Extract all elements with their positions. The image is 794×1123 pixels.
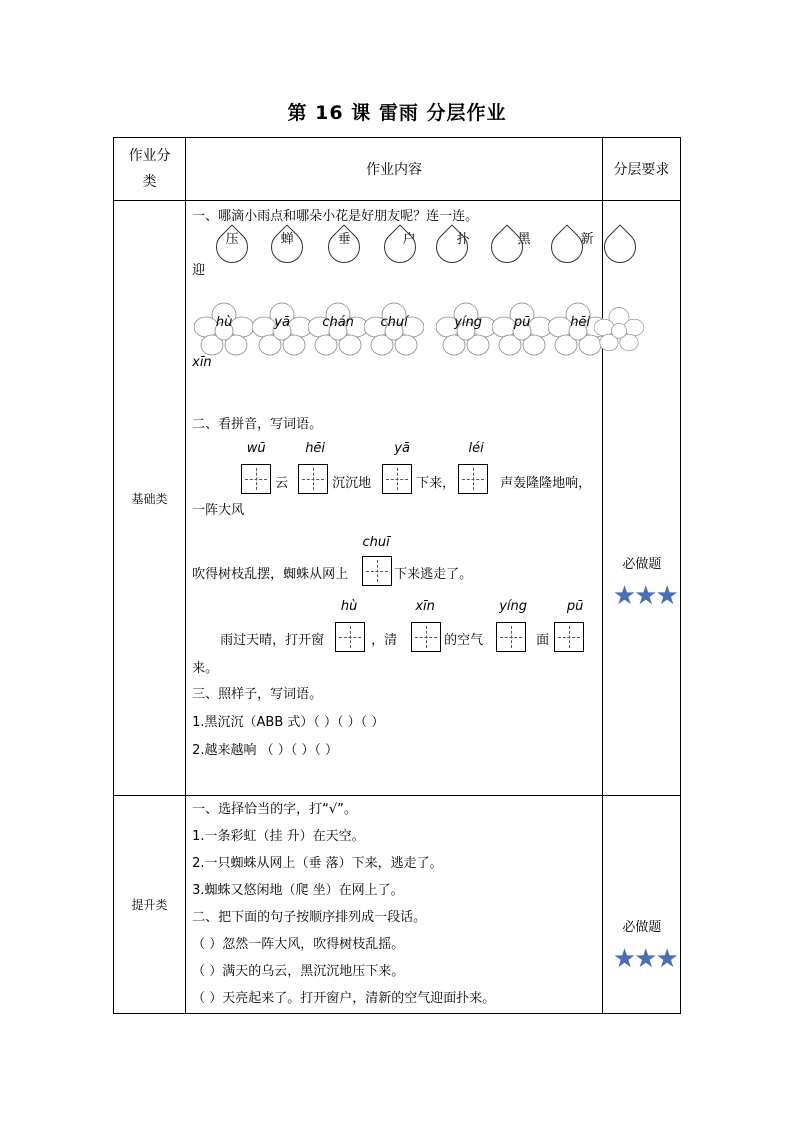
flower-pinyin: pū [513, 315, 531, 330]
star-rating-icon: ★★★ [612, 944, 677, 974]
homework-table [113, 137, 681, 1014]
pinyin-label: hù [340, 599, 358, 614]
pinyin-label: hēi [305, 441, 326, 456]
writing-grid[interactable] [362, 556, 392, 586]
adv-line: （ ）满天的乌云，黑沉沉地压下来。 [192, 964, 405, 979]
q2-text: ，清 [371, 633, 398, 648]
q2-text: 雨过天晴，打开窗 [220, 633, 325, 648]
adv-line: （ ）忽然一阵大风，吹得树枝乱摇。 [192, 937, 405, 952]
advanced-content [186, 796, 603, 1014]
basic-content [186, 201, 603, 796]
writing-grid[interactable] [382, 464, 412, 494]
q2-text: 下来逃走了。 [394, 567, 473, 582]
adv-line: 一、选择恰当的字，打“√”。 [192, 802, 357, 817]
flower-icon [436, 301, 496, 359]
flower-pinyin: hēi [570, 315, 591, 330]
flower-icon [194, 301, 254, 359]
adv-line: （ ）天亮起来了。打开窗户，清新的空气迎面扑来。 [192, 991, 496, 1006]
pinyin-label: yā [394, 441, 410, 456]
q2-text: 的空气 [444, 633, 484, 648]
header-category: 作业分类 [114, 138, 186, 201]
flower-pinyin: yíng [454, 315, 483, 330]
star-rating-icon: ★★★ [612, 581, 677, 611]
flower-pinyin: chán [322, 315, 354, 330]
adv-line: 3.蜘蛛又悠闲地（爬 坐）在网上了。 [192, 883, 404, 898]
raindrop-char: 户 [402, 232, 416, 247]
raindrop-char: 垂 [337, 232, 351, 247]
flower-pinyin: hù [215, 315, 233, 330]
writing-grid[interactable] [496, 622, 526, 652]
pinyin-label: yíng [499, 599, 528, 614]
q2-text: 一阵大风 [192, 503, 245, 518]
requirement-label: 必做题 [622, 920, 662, 935]
q3-prompt: 三、照样子，写词语。 [192, 687, 323, 702]
q2-prompt: 二、看拼音，写词语。 [192, 417, 323, 432]
q2-text: 沉沉地 [332, 476, 372, 491]
pinyin-label: léi [468, 441, 484, 456]
adv-line: 2.一只蜘蛛从网上（垂 落）下来，逃走了。 [192, 856, 443, 871]
adv-line: 二、把下面的句子按顺序排列成一段话。 [192, 910, 427, 925]
q2-text: 来。 [192, 661, 219, 676]
q2-text: 面 [536, 633, 550, 648]
header-requirement: 分层要求 [602, 138, 680, 201]
q3-line: 2.越来越响 （ ）（ ）（ ） [192, 743, 339, 758]
category-advanced: 提升类 [114, 796, 186, 1014]
q2-text: 下来， [416, 476, 456, 491]
pinyin-label: wū [246, 441, 266, 456]
raindrop-char: 扑 [456, 232, 470, 247]
q3-line: 1.黑沉沉（ABB 式）（ ）（ ）（ ） [192, 715, 385, 730]
raindrop-char-extra: 迎 [192, 263, 206, 278]
raindrop-char: 蝉 [280, 232, 294, 247]
page-title: 第 16 课 雷雨 分层作业 [287, 102, 507, 124]
requirement-advanced [602, 796, 680, 1014]
raindrop-char: 新 [580, 232, 594, 247]
q2-text: 声轰隆隆地响， [500, 476, 592, 491]
adv-line: 1.一条彩虹（挂 升）在天空。 [192, 829, 365, 844]
writing-grid[interactable] [411, 622, 441, 652]
raindrop-char: 黑 [517, 232, 531, 247]
flower-pinyin-extra: xīn [192, 355, 212, 370]
flower-icon [308, 301, 368, 359]
q2-text: 吹得树枝乱摆，蜘蛛从网上 [192, 567, 349, 582]
raindrop-char: 压 [225, 232, 239, 247]
flower-icon [492, 301, 552, 359]
writing-grid[interactable] [554, 622, 584, 652]
pinyin-label: xīn [415, 599, 435, 614]
writing-grid[interactable] [458, 464, 488, 494]
flower-pinyin: yā [274, 315, 290, 330]
writing-grid[interactable] [241, 464, 271, 494]
pinyin-label: pū [566, 599, 584, 614]
flower-pinyin: chuí [380, 315, 408, 330]
requirement-label: 必做题 [622, 557, 662, 572]
flower-icon [252, 301, 312, 359]
q2-text: 云 [275, 476, 289, 491]
header-content: 作业内容 [186, 138, 603, 201]
requirement-basic [602, 201, 680, 796]
category-basic: 基础类 [114, 201, 186, 796]
q1-prompt: 一、哪滴小雨点和哪朵小花是好朋友呢？连一连。 [192, 209, 479, 224]
writing-grid[interactable] [298, 464, 328, 494]
writing-grid[interactable] [335, 622, 365, 652]
pinyin-label: chuī [362, 535, 390, 550]
flower-icon [364, 301, 424, 359]
